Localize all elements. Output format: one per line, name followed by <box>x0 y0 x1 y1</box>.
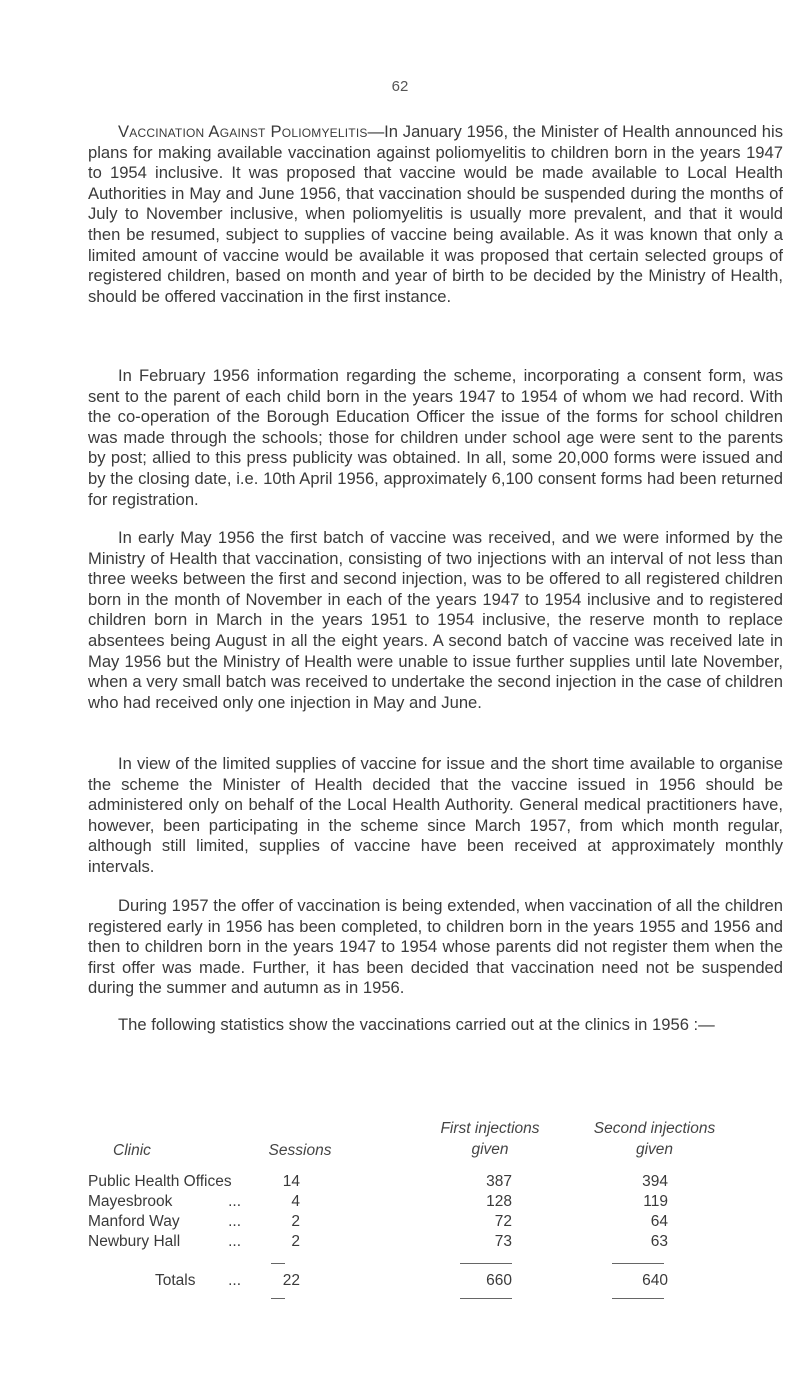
header-second-line2: given <box>635 1141 674 1158</box>
row-second: 63 <box>650 1233 668 1250</box>
header-first-line1: First injections <box>440 1120 540 1137</box>
rule-first-top <box>460 1263 512 1264</box>
rule-sessions-top <box>271 1263 285 1264</box>
row-dots: ... <box>228 1213 241 1230</box>
section-heading: Vaccination Against Poliomyelitis <box>118 122 368 141</box>
totals-sessions: 22 <box>282 1272 300 1289</box>
row-clinic: Newbury Hall <box>88 1233 181 1250</box>
totals-label: Totals <box>155 1272 196 1289</box>
rule-first-bottom <box>460 1298 512 1299</box>
page-number: 62 <box>391 78 409 95</box>
row-clinic: Mayesbrook <box>88 1193 173 1210</box>
rule-second-bottom <box>612 1298 664 1299</box>
paragraph-2: In February 1956 information regarding the scheme, incorporating a consent form, was sent to the parent of each child born in the years 1947 to 1954 of whom we had record. With the co-operation of the Borough Education Officer the issue of the forms for school children was made through the schools; those for children under school age were sent to the parents by post; allied to this press publicity was obtained. In all, some 20,000 forms were issued and by the closing date, i.e. 10th April 1956, approximately 6,100 consent forms had been returned for registration. <box>88 366 783 509</box>
row-first: 387 <box>486 1173 512 1190</box>
row-sessions: 4 <box>291 1193 300 1210</box>
row-second: 64 <box>650 1213 668 1230</box>
header-clinic: Clinic <box>113 1142 151 1159</box>
header-sessions: Sessions <box>268 1142 332 1159</box>
paragraph-3: In early May 1956 the first batch of vaccine was received, and we were informed by the Ministry of Health that vaccination, consisting of two injections with an interval of not less than three weeks between the first and second injection, was to be offered to all registered children born in the month of November in each of the years 1947 to 1954 inclusive and to registered children born in March in the years 1951 to 1954 inclusive, the reserve month to replace absentees being August in all the eight years. A second batch of vaccine was received late in May 1956 but the Ministry of Health were unable to issue further supplies until late November, when a very small batch was received to undertake the second injection in the case of children who had received only one injection in May and June. <box>88 528 783 712</box>
rule-sessions-bottom <box>271 1298 285 1299</box>
row-dots: ... <box>228 1233 241 1250</box>
row-second: 119 <box>643 1193 668 1210</box>
row-dots: ... <box>228 1193 241 1210</box>
header-first-line2: given <box>471 1141 509 1158</box>
row-second: 394 <box>642 1173 668 1190</box>
totals-first: 660 <box>486 1272 512 1289</box>
row-sessions: 2 <box>291 1213 300 1230</box>
paragraph-1-text: —In January 1956, the Minister of Health announced his plans for making available vaccination against poliomyelitis to children born in the years 1947 to 1954 inclusive. It was proposed that vaccine would be made available to Local Health Authorities in May and June 1956, that vaccination should be suspended during the months of July to November inclusive, when poliomyelitis is usually more prevalent, and that it would then be resumed, subject to supplies of vaccine being available. As it was known that only a limited amount of vaccine would be available it was proposed that certain selected groups of registered children, based on month and year of birth to be decided by the Ministry of Health, should be offered vaccination in the first instance. <box>88 122 784 306</box>
row-first: 128 <box>486 1193 512 1210</box>
rule-second-top <box>612 1263 664 1264</box>
row-first: 72 <box>494 1213 512 1230</box>
row-clinic: Manford Way <box>88 1213 180 1230</box>
paragraph-6: The following statistics show the vaccinations carried out at the clinics in 1956 :— <box>118 1015 715 1034</box>
header-second-line1: Second injections <box>593 1120 716 1137</box>
row-clinic: Public Health Offices <box>88 1173 232 1190</box>
row-sessions: 2 <box>291 1233 300 1250</box>
paragraph-4: In view of the limited supplies of vaccine for issue and the short time available to organise the scheme the Minister of Health decided that the vaccine issued in 1956 should be administered only on behalf of the Local Health Authority. General medical practitioners have, however, been participating in the scheme since March 1957, from which month regular, although still limited, supplies of vaccine have been received at approximately monthly intervals. <box>88 754 783 876</box>
paragraph-5: During 1957 the offer of vaccination is being extended, when vaccination of all the children registered early in 1956 has been completed, to children born in the years 1955 and 1956 and then to children born in the years 1947 to 1954 whose parents did not register them when the first offer was made. Further, it has been decided that vaccination need not be suspended during the summer and autumn as in 1956. <box>88 896 783 998</box>
totals-dots: ... <box>228 1272 241 1289</box>
totals-second: 640 <box>642 1272 668 1289</box>
row-first: 73 <box>494 1233 512 1250</box>
row-sessions: 14 <box>282 1173 300 1190</box>
